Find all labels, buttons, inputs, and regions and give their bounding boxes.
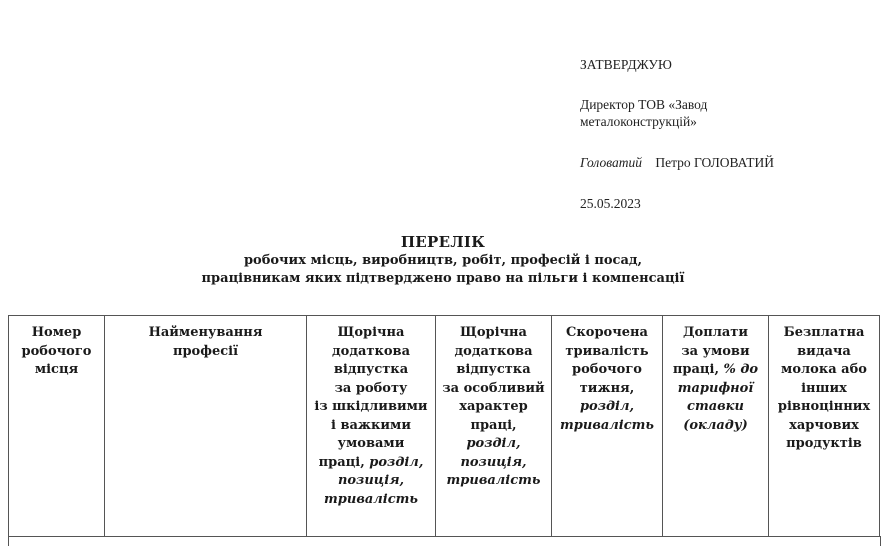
header-special-nature-leave: Щорічна додаткова відпустка за особливий характер праці, розділ, позиція, тривалість (436, 316, 552, 537)
approval-date: 25.05.2023 (580, 196, 641, 211)
document-subtitle-line1: робочих місць, виробництв, робіт, професій і посад, (243, 253, 643, 268)
workplaces-table (8, 315, 880, 537)
header-free-milk: Безплатна видача молока або інших рівноцінних харчових продуктів (769, 316, 880, 537)
header-surcharges: Доплати за умови праці, % до тарифної ставки (окладу) (663, 316, 769, 537)
director-position: Директор ТОВ «Завод металоконструкцій» (580, 97, 708, 129)
approval-title: ЗАТВЕРДЖУЮ (580, 57, 672, 72)
header-reduced-week: Скорочена тривалість робочого тижня, розділ, тривалість (552, 316, 663, 537)
document-heading (0, 233, 886, 288)
signature-line (580, 154, 774, 171)
header-workplace-number: Номер робочого місця (9, 316, 105, 537)
header-harmful-leave: Щорічна додаткова відпустка за роботу із шкідливими і важкими умовами праці, розділ, позиція, тривалість (307, 316, 436, 537)
header-profession-name: Найменування професії (105, 316, 307, 537)
document-title: ПЕРЕЛІК (400, 233, 486, 251)
signer-name: Петро ГОЛОВАТИЙ (655, 155, 774, 170)
table-header-row (9, 316, 880, 537)
table-next-row (8, 536, 881, 546)
signature: Головатий (580, 155, 642, 170)
document-subtitle-line2: працівникам яких підтверджено право на пільги і компенсації (201, 271, 685, 286)
